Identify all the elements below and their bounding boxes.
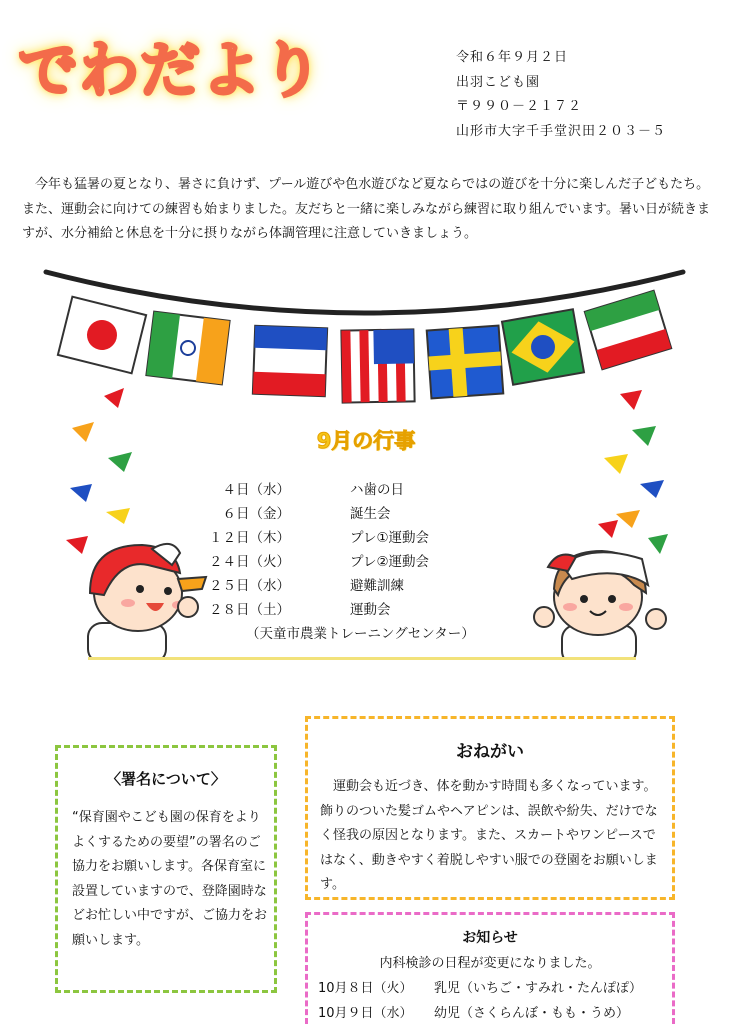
confetti-left [66,388,132,554]
events-venue-note: （天童市農業トレーニングセンター） [246,626,475,642]
event-name: 避難訓練 [350,578,404,594]
newsletter-title: でわだより [18,36,323,106]
intro-paragraph: 今年も猛暑の夏となり、暑さに負けず、プール遊びや色水遊びなど夏ならではの遊びを十分に楽しんだ子どもたち。また、運動会に向けての練習も始まりました。友だちと一緒に楽しみながら練習に取り組んでいます。暑い日が続きますが、水分補給と休息を十分に摂りながら体調管理に注意していきましょう。 [22,177,710,241]
school-name: 出羽こども園 [456,74,541,90]
postal-code: 〒９９０－２１７２ [456,99,583,114]
event-date: ２８日（土） [209,602,290,618]
india-flag [146,312,229,385]
signature-body: “保育園やこども園の保育をよりよくするための要望”の署名のご協力をお願いします。各保育室に設置していますので、登降園時などお忙しい中ですが、ご協力をお願いします。 [72,810,268,948]
event-name: 誕生会 [350,506,391,522]
japan-flag [58,297,146,374]
event-date: ２４日（火） [209,554,290,570]
event-name: ハ歯の日 [350,482,404,498]
event-name: 運動会 [350,602,391,618]
event-date: ２５日（水） [209,578,290,594]
usa-flag [341,329,414,402]
request-body: 運動会も近づき、体を動かす時間も多くなっています。飾りのついた髪ゴムやヘアピンは、誤飲や紛失、だけでなく怪我の原因となります。また、スカートやワンピースではなく、動きやすく着脱しやすい服での登園をお願いします。 [320,779,658,892]
notice-date: 10月８日（火） [318,981,413,996]
header-info [456,46,666,144]
issue-date: 令和６年９月２日 [456,50,569,65]
request-heading: おねがい [456,742,524,762]
notice-group: 乳児（いちご・すみれ・たんぽぽ） [434,981,643,996]
notice-group: 幼児（さくらんぼ・もも・うめ） [434,1006,630,1021]
event-date: ６日（金） [222,506,290,522]
child-white-cap-illustration [532,545,672,660]
notice-date: 10月９日（水） [318,1006,413,1021]
italy-flag [585,291,671,369]
event-date: ４日（水） [222,482,290,498]
request-box [305,716,675,900]
address: 山形市大字千手堂沢田２０３－５ [456,123,667,139]
event-date: １２日（木） [209,530,290,546]
sweden-flag [427,326,504,399]
signature-heading: 〈署名について〉 [106,770,226,788]
notice-heading: お知らせ [462,930,518,946]
events-title: 9月の行事 [316,429,416,453]
signature-box [55,745,277,993]
notice-box [305,912,675,1024]
events-divider [88,657,636,660]
event-name: プレ①運動会 [350,530,430,546]
notice-subtitle: 内科検診の日程が変更になりました。 [379,956,601,971]
france-flag [253,326,327,396]
event-name: プレ②運動会 [350,554,430,570]
confetti-right [598,390,668,554]
brazil-flag [502,309,584,385]
